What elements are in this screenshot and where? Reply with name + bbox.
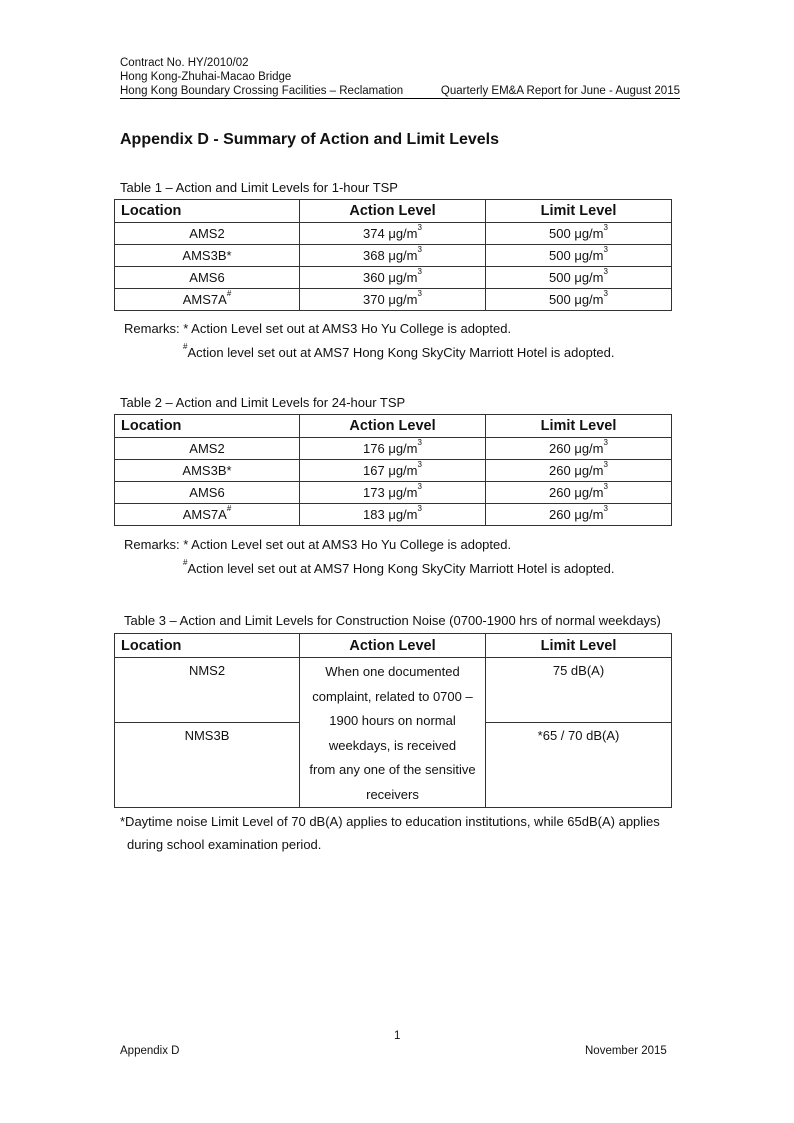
action-value: 360 μg/m bbox=[363, 270, 418, 285]
table-row bbox=[115, 245, 672, 267]
action-line: weekdays, is received bbox=[328, 737, 457, 753]
remark-superscript: # bbox=[183, 558, 188, 567]
page-title: Appendix D - Summary of Action and Limit Levels bbox=[120, 131, 500, 148]
contract-number: Contract No. HY/2010/02 bbox=[120, 57, 249, 69]
unit-superscript: 3 bbox=[417, 223, 422, 232]
action-level-cell bbox=[300, 245, 486, 267]
column-header-action-level: Action Level bbox=[300, 200, 486, 223]
action-level-cell bbox=[300, 223, 486, 245]
unit-superscript: 3 bbox=[417, 460, 422, 469]
unit-superscript: 3 bbox=[417, 245, 422, 254]
remark-text: Action level set out at AMS7 Hong Kong SkyCity Marriott Hotel is adopted. bbox=[187, 345, 615, 360]
unit-superscript: 3 bbox=[417, 267, 422, 276]
action-value: 370 μg/m bbox=[363, 292, 418, 307]
column-header-action-level: Action Level bbox=[300, 415, 486, 438]
location-cell bbox=[115, 267, 300, 289]
location-superscript: # bbox=[226, 289, 232, 298]
limit-level-cell: *65 / 70 dB(A) bbox=[486, 723, 672, 808]
facility-name: Hong Kong Boundary Crossing Facilities – Reclamation bbox=[120, 85, 404, 97]
action-level-cell bbox=[300, 289, 486, 311]
limit-value: 260 μg/m bbox=[549, 441, 604, 456]
unit-superscript: 3 bbox=[417, 438, 422, 447]
action-line: receivers bbox=[366, 786, 419, 802]
table1-caption: Table 1 – Action and Limit Levels for 1-hour TSP bbox=[120, 180, 398, 195]
limit-level-cell: 75 dB(A) bbox=[486, 658, 672, 723]
action-level-cell bbox=[300, 267, 486, 289]
location-cell bbox=[115, 438, 300, 460]
action-value: 176 μg/m bbox=[363, 441, 418, 456]
table-row bbox=[115, 267, 672, 289]
footnote-line-2: during school examination period. bbox=[127, 837, 322, 852]
table2-remark-1: Remarks: * Action Level set out at AMS3 Ho Yu College is adopted. bbox=[124, 537, 512, 552]
table2 bbox=[114, 414, 672, 526]
action-line: from any one of the sensitive bbox=[309, 762, 476, 777]
unit-superscript: 3 bbox=[603, 482, 608, 491]
table1-remark-2 bbox=[183, 342, 615, 360]
table-row bbox=[115, 658, 672, 723]
location-text: AMS3B* bbox=[182, 248, 232, 263]
footer-date: November 2015 bbox=[585, 1045, 667, 1057]
limit-value: 260 μg/m bbox=[549, 507, 604, 522]
location-cell bbox=[115, 504, 300, 526]
limit-value: 260 μg/m bbox=[549, 463, 604, 478]
footnote-line-1: *Daytime noise Limit Level of 70 dB(A) applies to education institutions, while 65dB(A) applies bbox=[120, 814, 660, 829]
table-row bbox=[115, 504, 672, 526]
action-level-cell bbox=[300, 460, 486, 482]
unit-superscript: 3 bbox=[417, 289, 422, 298]
column-header-action-level: Action Level bbox=[300, 634, 486, 658]
column-header-limit-level: Limit Level bbox=[486, 200, 672, 223]
table2-header-row bbox=[115, 415, 672, 438]
page-number: 1 bbox=[394, 1030, 401, 1042]
limit-value: 260 μg/m bbox=[549, 485, 604, 500]
location-superscript: # bbox=[226, 504, 232, 513]
unit-superscript: 3 bbox=[417, 482, 422, 491]
column-header-location: Location bbox=[115, 415, 300, 438]
limit-level-cell bbox=[486, 289, 672, 311]
action-value: 183 μg/m bbox=[363, 507, 418, 522]
header-rule bbox=[120, 98, 680, 99]
limit-level-cell bbox=[486, 460, 672, 482]
location-text: AMS6 bbox=[189, 270, 225, 285]
limit-level-cell bbox=[486, 504, 672, 526]
action-value: 167 μg/m bbox=[363, 463, 418, 478]
noise-footnote bbox=[120, 810, 685, 856]
limit-level-cell bbox=[486, 245, 672, 267]
report-name: Quarterly EM&A Report for June - August 2015 bbox=[440, 85, 680, 97]
unit-superscript: 3 bbox=[603, 504, 608, 513]
action-level-cell bbox=[300, 504, 486, 526]
table1-remark-1: Remarks: * Action Level set out at AMS3 Ho Yu College is adopted. bbox=[124, 321, 512, 336]
unit-superscript: 3 bbox=[603, 438, 608, 447]
action-line: When one documented bbox=[325, 664, 460, 679]
table-row bbox=[115, 460, 672, 482]
action-level-merged-cell bbox=[300, 658, 486, 808]
action-level-cell bbox=[300, 482, 486, 504]
location-cell: NMS3B bbox=[115, 723, 300, 808]
limit-value: 500 μg/m bbox=[549, 248, 604, 263]
table1 bbox=[114, 199, 672, 311]
limit-level-cell bbox=[486, 267, 672, 289]
limit-level-cell bbox=[486, 438, 672, 460]
location-cell bbox=[115, 223, 300, 245]
location-cell bbox=[115, 482, 300, 504]
column-header-limit-level: Limit Level bbox=[486, 634, 672, 658]
location-cell bbox=[115, 289, 300, 311]
unit-superscript: 3 bbox=[417, 504, 422, 513]
location-text: AMS2 bbox=[189, 226, 225, 241]
unit-superscript: 3 bbox=[603, 245, 608, 254]
header-line-3 bbox=[120, 84, 680, 98]
table-row bbox=[115, 438, 672, 460]
location-cell: NMS2 bbox=[115, 658, 300, 723]
table3 bbox=[114, 633, 672, 808]
limit-level-cell bbox=[486, 482, 672, 504]
project-name: Hong Kong-Zhuhai-Macao Bridge bbox=[120, 71, 292, 83]
table-row bbox=[115, 223, 672, 245]
table-row bbox=[115, 482, 672, 504]
location-text: AMS7A bbox=[182, 292, 227, 307]
limit-value: 500 μg/m bbox=[549, 226, 604, 241]
action-line: 1900 hours on normal bbox=[329, 713, 456, 728]
column-header-location: Location bbox=[115, 634, 300, 658]
action-value: 173 μg/m bbox=[363, 485, 418, 500]
table2-remark-2 bbox=[183, 558, 615, 576]
limit-value: 500 μg/m bbox=[549, 292, 604, 307]
page-header bbox=[120, 56, 680, 98]
action-line: complaint, related to 0700 – bbox=[312, 688, 473, 704]
action-value: 368 μg/m bbox=[363, 248, 418, 263]
limit-level-cell bbox=[486, 223, 672, 245]
table2-caption: Table 2 – Action and Limit Levels for 24-hour TSP bbox=[120, 395, 406, 410]
remark-superscript: # bbox=[183, 342, 188, 351]
table1-header-row bbox=[115, 200, 672, 223]
location-text: AMS2 bbox=[189, 441, 225, 456]
action-value: 374 μg/m bbox=[363, 226, 418, 241]
unit-superscript: 3 bbox=[603, 267, 608, 276]
footer-appendix: Appendix D bbox=[120, 1045, 180, 1057]
limit-value: 500 μg/m bbox=[549, 270, 604, 285]
location-text: AMS7A bbox=[182, 507, 227, 522]
location-text: AMS3B* bbox=[182, 463, 232, 478]
table3-header-row bbox=[115, 634, 672, 658]
unit-superscript: 3 bbox=[603, 289, 608, 298]
location-cell bbox=[115, 245, 300, 267]
location-cell bbox=[115, 460, 300, 482]
location-text: AMS6 bbox=[189, 485, 225, 500]
table3-caption: Table 3 – Action and Limit Levels for Construction Noise (0700-1900 hrs of normal weekdays) bbox=[124, 613, 661, 628]
action-level-cell bbox=[300, 438, 486, 460]
column-header-limit-level: Limit Level bbox=[486, 415, 672, 438]
table-row bbox=[115, 289, 672, 311]
unit-superscript: 3 bbox=[603, 223, 608, 232]
remark-text: Action level set out at AMS7 Hong Kong SkyCity Marriott Hotel is adopted. bbox=[187, 561, 615, 576]
unit-superscript: 3 bbox=[603, 460, 608, 469]
column-header-location: Location bbox=[115, 200, 300, 223]
